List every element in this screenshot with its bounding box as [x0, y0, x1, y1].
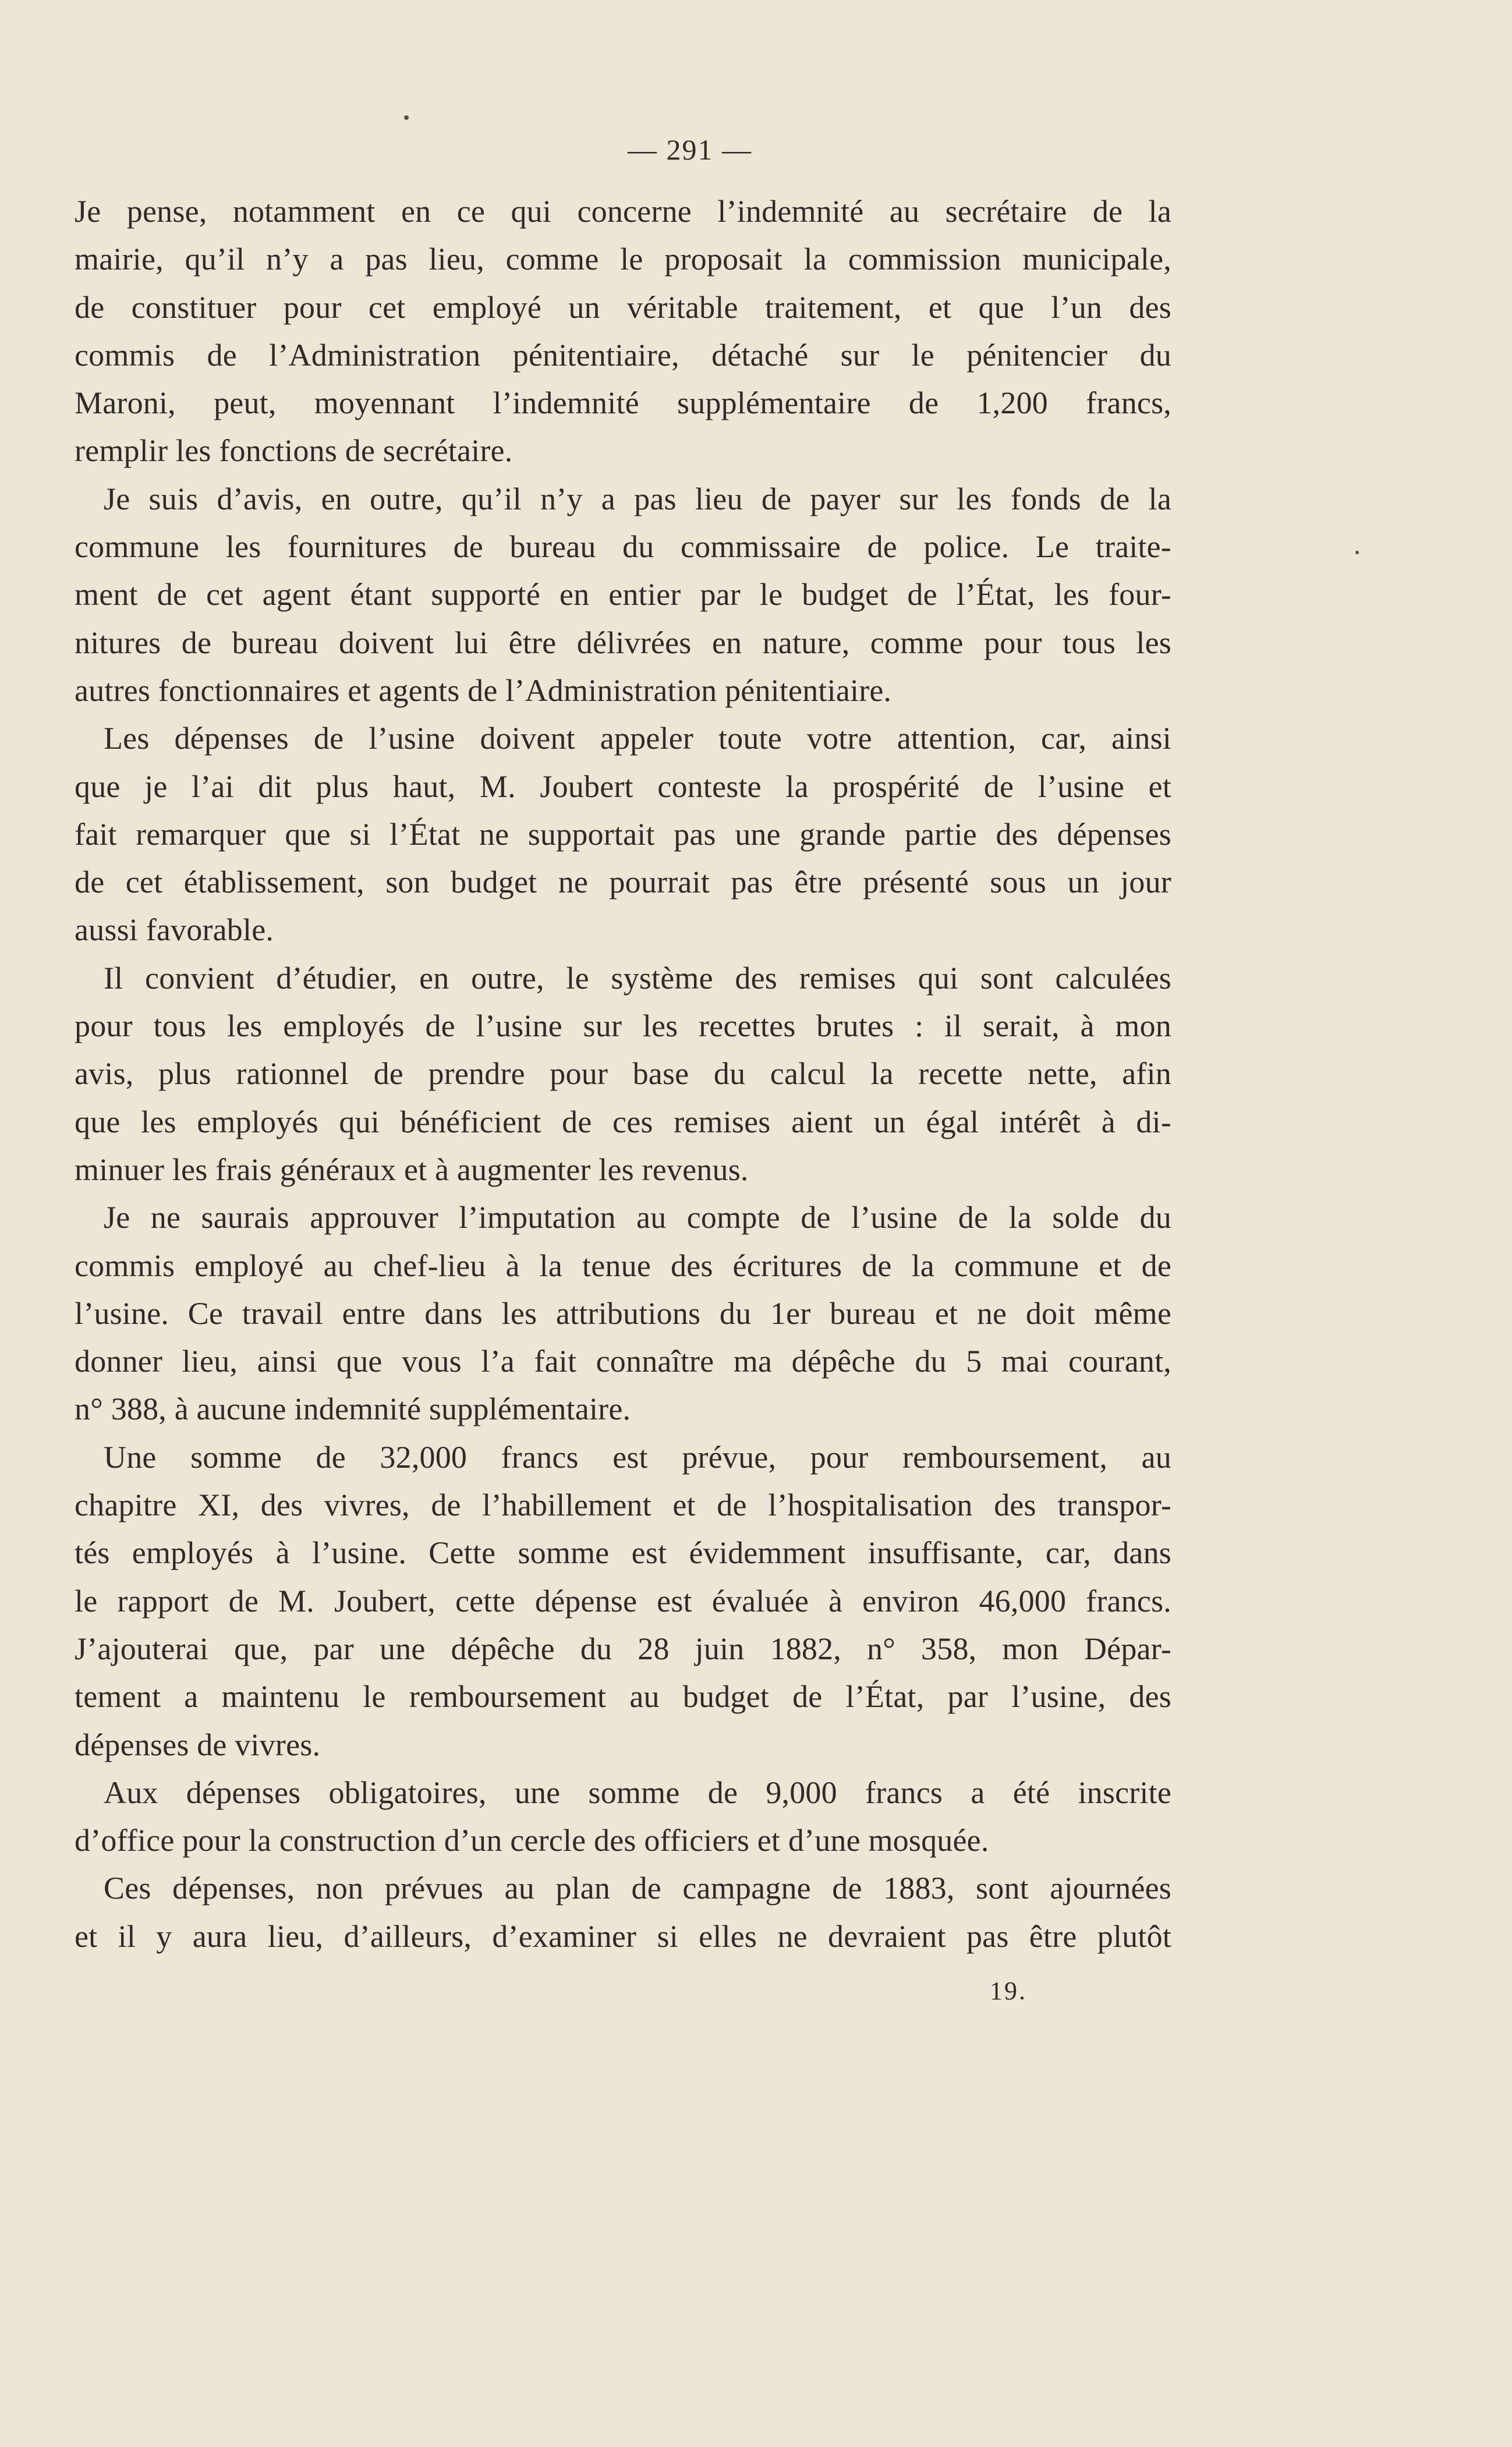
text-line: tés employés à l’usine. Cette somme est évidemment insuffisante, car, dans: [75, 1535, 1171, 1571]
page-number: — 291 —: [628, 133, 752, 166]
text-line: pour tous les employés de l’usine sur les recettes brutes : il serait, à mon: [75, 1008, 1171, 1044]
text-line: autres fonctionnaires et agents de l’Administration pénitentiaire.: [75, 672, 892, 708]
text-line: remplir les fonctions de secrétaire.: [75, 433, 513, 469]
text-line: que les employés qui bénéficient de ces remises aient un égal intérêt à di-: [75, 1104, 1171, 1139]
text-line: n° 388, à aucune indemnité supplémentaire.: [75, 1391, 631, 1427]
signature-mark: 19.: [990, 1977, 1027, 2005]
text-line: commis de l’Administration pénitentiaire, détaché sur le pénitencier du: [75, 337, 1171, 373]
text-line: commune les fournitures de bureau du commissaire de police. Le traite-: [75, 529, 1171, 565]
text-line: le rapport de M. Joubert, cette dépense est évaluée à environ 46,000 francs.: [75, 1583, 1171, 1619]
text-line: avis, plus rationnel de prendre pour base du calcul la recette nette, afin: [75, 1056, 1171, 1092]
text-line: nitures de bureau doivent lui être délivrées en nature, comme pour tous les: [75, 625, 1171, 660]
text-line: minuer les frais généraux et à augmenter les revenus.: [75, 1152, 749, 1187]
text-line: tement a maintenu le remboursement au budget de l’État, par l’usine, des: [75, 1679, 1171, 1715]
text-line: Il convient d’étudier, en outre, le système des remises qui sont calculées: [104, 960, 1171, 996]
text-line: aussi favorable.: [75, 912, 274, 948]
text-line: et il y aura lieu, d’ailleurs, d’examiner si elles ne devraient pas être plutôt: [75, 1918, 1171, 1954]
text-line: Aux dépenses obligatoires, une somme de 9,000 francs a été inscrite: [104, 1775, 1171, 1810]
text-line: donner lieu, ainsi que vous l’a fait connaître ma dépêche du 5 mai courant,: [75, 1344, 1171, 1379]
body-text: [75, 187, 1171, 1960]
text-line: Je ne saurais approuver l’imputation au compte de l’usine de la solde du: [104, 1200, 1171, 1235]
text-line: chapitre XI, des vivres, de l’habillement et de l’hospitalisation des transpor-: [75, 1488, 1171, 1523]
text-line: l’usine. Ce travail entre dans les attributions du 1er bureau et ne doit même: [75, 1295, 1171, 1331]
paper-speck: [1355, 551, 1359, 554]
text-line: de cet établissement, son budget ne pourrait pas être présenté sous un jour: [75, 865, 1171, 900]
text-line: ment de cet agent étant supporté en entier par le budget de l’État, les four-: [75, 577, 1171, 612]
text-line: mairie, qu’il n’y a pas lieu, comme le proposait la commission municipale,: [75, 242, 1171, 277]
text-line: Une somme de 32,000 francs est prévue, pour remboursement, au: [104, 1439, 1171, 1475]
text-line: Je pense, notamment en ce qui concerne l’indemnité au secrétaire de la: [75, 194, 1171, 229]
text-line: commis employé au chef-lieu à la tenue des écritures de la commune et de: [75, 1248, 1171, 1283]
text-line: fait remarquer que si l’État ne supportait pas une grande partie des dépenses: [75, 816, 1171, 852]
text-line: dépenses de vivres.: [75, 1727, 321, 1762]
text-line: J’ajouterai que, par une dépêche du 28 juin 1882, n° 358, mon Dépar-: [75, 1631, 1171, 1666]
text-line: de constituer pour cet employé un véritable traitement, et que l’un des: [75, 289, 1171, 325]
text-line: Je suis d’avis, en outre, qu’il n’y a pas lieu de payer sur les fonds de la: [104, 481, 1171, 516]
paper-speck: [404, 115, 409, 120]
text-line: Maroni, peut, moyennant l’indemnité supplémentaire de 1,200 francs,: [75, 385, 1171, 421]
text-line: que je l’ai dit plus haut, M. Joubert conteste la prospérité de l’usine et: [75, 769, 1171, 804]
text-line: Ces dépenses, non prévues au plan de campagne de 1883, sont ajournées: [104, 1871, 1171, 1906]
text-line: d’office pour la construction d’un cercle des officiers et d’une mosquée.: [75, 1823, 989, 1858]
text-line: Les dépenses de l’usine doivent appeler toute votre attention, car, ainsi: [104, 721, 1171, 756]
